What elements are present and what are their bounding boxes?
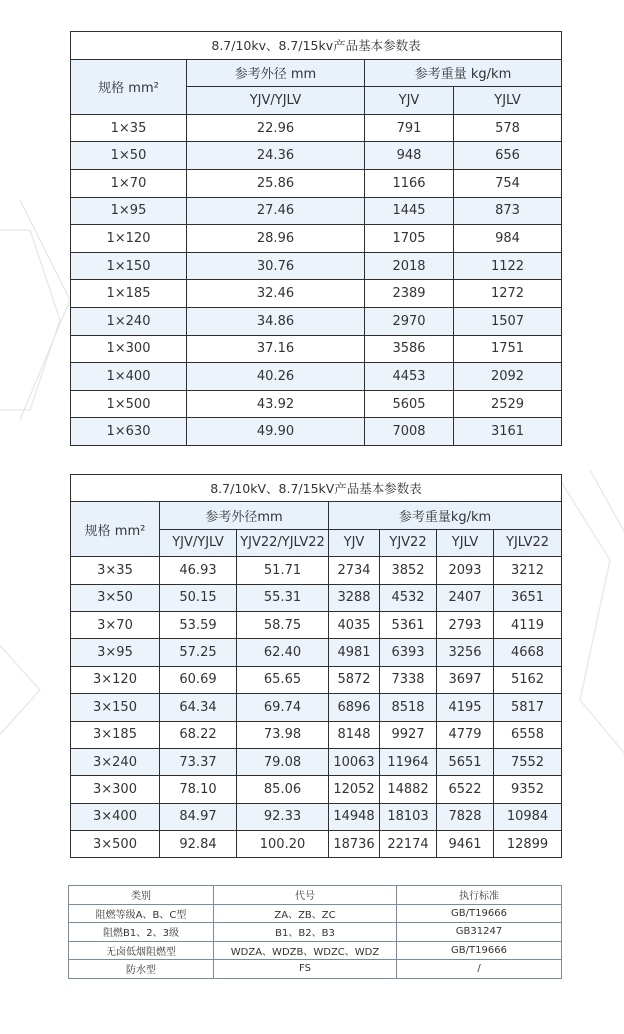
table-cell: 3212	[494, 557, 562, 584]
table-cell: 64.34	[160, 694, 237, 721]
table-cell: GB/T19666	[397, 904, 562, 923]
table-row	[69, 923, 562, 942]
table-cell: 57.25	[160, 639, 237, 666]
table-cell: 948	[365, 142, 454, 170]
table-cell: 58.75	[237, 611, 329, 638]
table-row	[71, 390, 562, 418]
table-cell: 1751	[454, 335, 562, 363]
header-code: 代号	[214, 886, 397, 905]
table-row	[71, 666, 562, 693]
table-cell: 阻燃等级A、B、C型	[69, 904, 214, 923]
spec-header: 规格 mm²	[71, 502, 160, 557]
table-cell: 100.20	[237, 831, 329, 858]
table-row	[71, 748, 562, 775]
table-row	[71, 721, 562, 748]
table-cell: 7552	[494, 748, 562, 775]
table-cell: 43.92	[187, 390, 365, 418]
table-cell: 73.37	[160, 748, 237, 775]
table-cell: 28.96	[187, 225, 365, 253]
table-cell: 1122	[454, 252, 562, 280]
sub-header-yjv22: YJV22	[380, 529, 437, 556]
table-cell: 7338	[380, 666, 437, 693]
table-cell: 防水型	[69, 960, 214, 979]
table-row	[69, 941, 562, 960]
table-cell: 791	[365, 114, 454, 142]
table-cell: 14882	[380, 776, 437, 803]
sub-header-yjv: YJV	[329, 529, 380, 556]
table-cell: 1×150	[71, 252, 187, 280]
table-cell: 9461	[437, 831, 494, 858]
table-cell: FS	[214, 960, 397, 979]
table-row	[71, 307, 562, 335]
table-cell: 4035	[329, 611, 380, 638]
table-cell: 8148	[329, 721, 380, 748]
table-cell: 8518	[380, 694, 437, 721]
table-cell: 1×300	[71, 335, 187, 363]
table-cell: ZA、ZB、ZC	[214, 904, 397, 923]
table-row	[71, 142, 562, 170]
table-cell: WDZA、WDZB、WDZC、WDZ	[214, 941, 397, 960]
table-cell: 92.33	[237, 803, 329, 830]
weight-header: 参考重量 kg/km	[365, 59, 562, 87]
table-cell: 3×500	[71, 831, 160, 858]
table-cell: 1×120	[71, 225, 187, 253]
table-cell: 92.84	[160, 831, 237, 858]
table-cell: 68.22	[160, 721, 237, 748]
table-cell: 18103	[380, 803, 437, 830]
table-cell: 3×240	[71, 748, 160, 775]
table-cell: 51.71	[237, 557, 329, 584]
table-cell: 2407	[437, 584, 494, 611]
header-category: 类别	[69, 886, 214, 905]
table-row	[71, 831, 562, 858]
table-cell: 32.46	[187, 280, 365, 308]
table-cell: 1272	[454, 280, 562, 308]
table-cell: 65.65	[237, 666, 329, 693]
table-cell: 5817	[494, 694, 562, 721]
table-cell: 1×500	[71, 390, 187, 418]
table-title: 8.7/10kV、8.7/15kV产品基本参数表	[71, 475, 562, 502]
table-row	[71, 694, 562, 721]
table-cell: 1705	[365, 225, 454, 253]
table-cell: 3×400	[71, 803, 160, 830]
table-cell: 3×300	[71, 776, 160, 803]
table-cell: 754	[454, 169, 562, 197]
table-cell: 3×95	[71, 639, 160, 666]
table-cell: 40.26	[187, 363, 365, 391]
sub-header-yjv22-yjlv22: YJV22/YJLV22	[237, 529, 329, 556]
spec-header: 规格 mm²	[71, 59, 187, 114]
table-cell: 60.69	[160, 666, 237, 693]
table-row	[71, 639, 562, 666]
table-row	[71, 280, 562, 308]
table-cell: 5162	[494, 666, 562, 693]
table-cell: 1×240	[71, 307, 187, 335]
table-cell: 84.97	[160, 803, 237, 830]
table-cell: 1×400	[71, 363, 187, 391]
table-cell: 2970	[365, 307, 454, 335]
table-row	[71, 114, 562, 142]
table-cell: 10063	[329, 748, 380, 775]
table-cell: 5361	[380, 611, 437, 638]
table-cell: GB/T19666	[397, 941, 562, 960]
table-cell: 3×35	[71, 557, 160, 584]
table-cell: 3288	[329, 584, 380, 611]
table-row	[71, 803, 562, 830]
table-cell: 2734	[329, 557, 380, 584]
diameter-header: 参考外径 mm	[187, 59, 365, 87]
sub-header-yjv-yjlv: YJV/YJLV	[160, 529, 237, 556]
parameter-table-three-core	[70, 474, 562, 858]
table-cell: 55.31	[237, 584, 329, 611]
table-cell: 1×95	[71, 197, 187, 225]
parameter-table-single-core	[70, 31, 562, 446]
table-cell: 无卤低烟阻燃型	[69, 941, 214, 960]
table-row	[71, 252, 562, 280]
table-cell: 5872	[329, 666, 380, 693]
table-title: 8.7/10kv、8.7/15kv产品基本参数表	[71, 32, 562, 60]
table-row	[71, 363, 562, 391]
table-row	[71, 776, 562, 803]
table-cell: 4532	[380, 584, 437, 611]
table-cell: 85.06	[237, 776, 329, 803]
table-cell: 3852	[380, 557, 437, 584]
table-cell: 53.59	[160, 611, 237, 638]
table-cell: 3×150	[71, 694, 160, 721]
table-cell: 49.90	[187, 418, 365, 446]
table-cell: 3×120	[71, 666, 160, 693]
table-cell: 4195	[437, 694, 494, 721]
table-cell: 34.86	[187, 307, 365, 335]
table-cell: 1×630	[71, 418, 187, 446]
table-cell: 2092	[454, 363, 562, 391]
table-cell: 4119	[494, 611, 562, 638]
table-cell: 4981	[329, 639, 380, 666]
header-standard: 执行标准	[397, 886, 562, 905]
table-cell: 6558	[494, 721, 562, 748]
table-cell: 6393	[380, 639, 437, 666]
table-cell: 18736	[329, 831, 380, 858]
table-cell: 30.76	[187, 252, 365, 280]
table-cell: 27.46	[187, 197, 365, 225]
table-cell: 1166	[365, 169, 454, 197]
table-cell: 79.08	[237, 748, 329, 775]
table-row	[71, 557, 562, 584]
table-cell: /	[397, 960, 562, 979]
table-cell: 50.15	[160, 584, 237, 611]
table-cell: 5651	[437, 748, 494, 775]
table-cell: 3586	[365, 335, 454, 363]
table-cell: 656	[454, 142, 562, 170]
table-cell: 69.74	[237, 694, 329, 721]
table-cell: 2093	[437, 557, 494, 584]
table-cell: 阻燃B1、2、3级	[69, 923, 214, 942]
table-cell: 6522	[437, 776, 494, 803]
table-cell: 2389	[365, 280, 454, 308]
table-cell: 2529	[454, 390, 562, 418]
table-cell: 11964	[380, 748, 437, 775]
table-cell: 46.93	[160, 557, 237, 584]
table-cell: 62.40	[237, 639, 329, 666]
table-cell: 7008	[365, 418, 454, 446]
table-cell: B1、B2、B3	[214, 923, 397, 942]
table-cell: 2018	[365, 252, 454, 280]
table-cell: 14948	[329, 803, 380, 830]
standards-table	[68, 885, 562, 979]
table-row	[69, 960, 562, 979]
table-cell: 3697	[437, 666, 494, 693]
table-cell: 25.86	[187, 169, 365, 197]
table-cell: 78.10	[160, 776, 237, 803]
table-cell: 873	[454, 197, 562, 225]
table-cell: 10984	[494, 803, 562, 830]
table-row	[71, 611, 562, 638]
table-cell: 12052	[329, 776, 380, 803]
table-cell: 1×185	[71, 280, 187, 308]
table-row	[71, 169, 562, 197]
table-cell: 3×50	[71, 584, 160, 611]
table-cell: 9352	[494, 776, 562, 803]
table-cell: 3×185	[71, 721, 160, 748]
table-cell: 1×50	[71, 142, 187, 170]
table-row	[71, 418, 562, 446]
table-row	[71, 197, 562, 225]
table-cell: 6896	[329, 694, 380, 721]
sub-header-yjlv22: YJLV22	[494, 529, 562, 556]
table-cell: GB31247	[397, 923, 562, 942]
sub-header-yjv: YJV	[365, 87, 454, 115]
table-row	[69, 904, 562, 923]
table-cell: 984	[454, 225, 562, 253]
table-cell: 22.96	[187, 114, 365, 142]
table-cell: 5605	[365, 390, 454, 418]
table-row	[71, 584, 562, 611]
sub-header-yjlv: YJLV	[454, 87, 562, 115]
table-cell: 3161	[454, 418, 562, 446]
sub-header-yjlv: YJLV	[437, 529, 494, 556]
table-cell: 1×35	[71, 114, 187, 142]
table-cell: 1507	[454, 307, 562, 335]
table-cell: 2793	[437, 611, 494, 638]
table-cell: 1445	[365, 197, 454, 225]
weight-header: 参考重量kg/km	[329, 502, 562, 529]
table-cell: 3256	[437, 639, 494, 666]
sub-header-diameter: YJV/YJLV	[187, 87, 365, 115]
table-cell: 1×70	[71, 169, 187, 197]
table-cell: 4453	[365, 363, 454, 391]
table-cell: 73.98	[237, 721, 329, 748]
table-row	[71, 335, 562, 363]
table-cell: 22174	[380, 831, 437, 858]
table-cell: 3×70	[71, 611, 160, 638]
table-cell: 3651	[494, 584, 562, 611]
table-cell: 12899	[494, 831, 562, 858]
table-cell: 37.16	[187, 335, 365, 363]
table-cell: 7828	[437, 803, 494, 830]
table-cell: 4779	[437, 721, 494, 748]
table-cell: 24.36	[187, 142, 365, 170]
table-cell: 9927	[380, 721, 437, 748]
table-cell: 4668	[494, 639, 562, 666]
diameter-header: 参考外径mm	[160, 502, 329, 529]
table-cell: 578	[454, 114, 562, 142]
table-row	[71, 225, 562, 253]
